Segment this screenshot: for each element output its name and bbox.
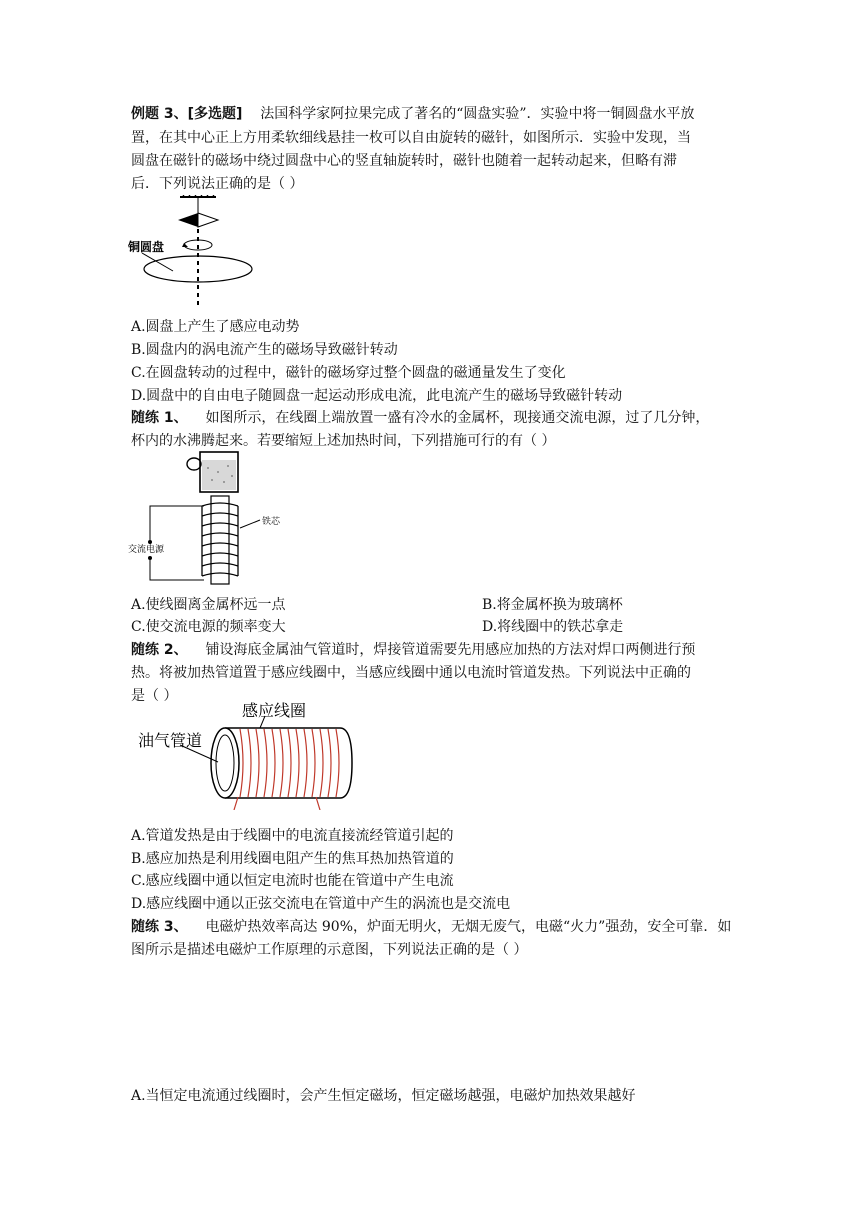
p2-label: 随练 2、 <box>131 642 188 658</box>
ex3-line3: 圆盘在磁针的磁场中绕过圆盘中心的竖直轴旋转时，磁针也随着一起转动起来，但略有滞 <box>131 153 677 169</box>
p1-line2: 杯内的水沸腾起来。若要缩短上述加热时间，下列措施可行的有（ ） <box>131 433 556 449</box>
coil-cup-figure <box>128 448 288 593</box>
ex3-option-c: C.在圆盘转动的过程中，磁针的磁场穿过整个圆盘的磁通量发生了变化 <box>131 365 566 381</box>
p2-option-c: C.感应线圈中通以恒定电流时也能在管道中产生电流 <box>131 873 454 889</box>
iron-core-label: 铁芯 <box>262 517 281 527</box>
p1-option-c: C.使交流电源的频率变大 <box>131 619 286 635</box>
p2-text-1: 铺设海底金属油气管道时，焊接管道需要先用感应加热的方法对焊口两侧进行预 <box>205 642 696 658</box>
copper-disk-figure <box>128 195 258 310</box>
p1-label: 随练 1、 <box>131 410 188 426</box>
p1-option-b: B.将金属杯换为玻璃杯 <box>482 597 623 613</box>
ex3-label: 例题 3、[多选题] <box>131 106 243 122</box>
p1-text-1: 如图所示，在线圈上端放置一盛有冷水的金属杯，现接通交流电源，过了几分钟， <box>205 410 710 426</box>
p3-line2: 图所示是描述电磁炉工作原理的示意图，下列说法正确的是（ ） <box>131 942 528 958</box>
p3-label: 随练 3、 <box>131 919 188 935</box>
ex3-line1 <box>131 104 695 124</box>
p2-option-b: B.感应加热是利用线圈电阻产生的焦耳热加热管道的 <box>131 851 454 867</box>
p2-line1 <box>131 640 695 660</box>
p1-option-a: A.使线圈离金属杯远一点 <box>131 597 286 613</box>
ex3-text-1: 法国科学家阿拉果完成了著名的“圆盘实验”．实验中将一铜圆盘水平放 <box>260 106 695 122</box>
ex3-line4: 后．下列说法正确的是（ ） <box>131 176 304 192</box>
p2-option-a: A.管道发热是由于线圈中的电流直接流经管道引起的 <box>131 828 454 844</box>
copper-disk-label: 铜圆盘 <box>128 240 165 254</box>
ex3-option-d: D.圆盘中的自由电子随圆盘一起运动形成电流，此电流产生的磁场导致磁针转动 <box>131 388 623 404</box>
ex3-option-a: A.圆盘上产生了感应电动势 <box>131 319 300 335</box>
p3-text-1: 电磁炉热效率高达 90%，炉面无明火，无烟无废气，电磁“火力”强劲，安全可靠．如 <box>205 919 732 935</box>
pipe-coil-figure <box>130 700 356 810</box>
p3-line1 <box>131 917 731 937</box>
p3-option-a: A.当恒定电流通过线圈时，会产生恒定磁场，恒定磁场越强，电磁炉加热效果越好 <box>131 1088 636 1104</box>
coil-label: 感应线圈 <box>242 701 307 720</box>
pipe-label: 油气管道 <box>138 731 203 750</box>
p1-option-d: D.将线圈中的铁芯拿走 <box>482 619 624 635</box>
ex3-line2: 置，在其中心正上方用柔软细线悬挂一枚可以自由旋转的磁针，如图所示．实验中发现，当 <box>131 130 691 146</box>
p1-line1 <box>131 408 709 428</box>
ex3-option-b: B.圆盘内的涡电流产生的磁场导致磁针转动 <box>131 342 398 358</box>
p2-line2: 热。将被加热管道置于感应线圈中，当感应线圈中通以电流时管道发热。下列说法中正确的 <box>131 665 691 681</box>
ac-source-label: 交流电源 <box>128 545 165 555</box>
p2-line3: 是（ ） <box>131 688 178 704</box>
p2-option-d: D.感应线圈中通以正弦交流电在管道中产生的涡流也是交流电 <box>131 896 511 912</box>
